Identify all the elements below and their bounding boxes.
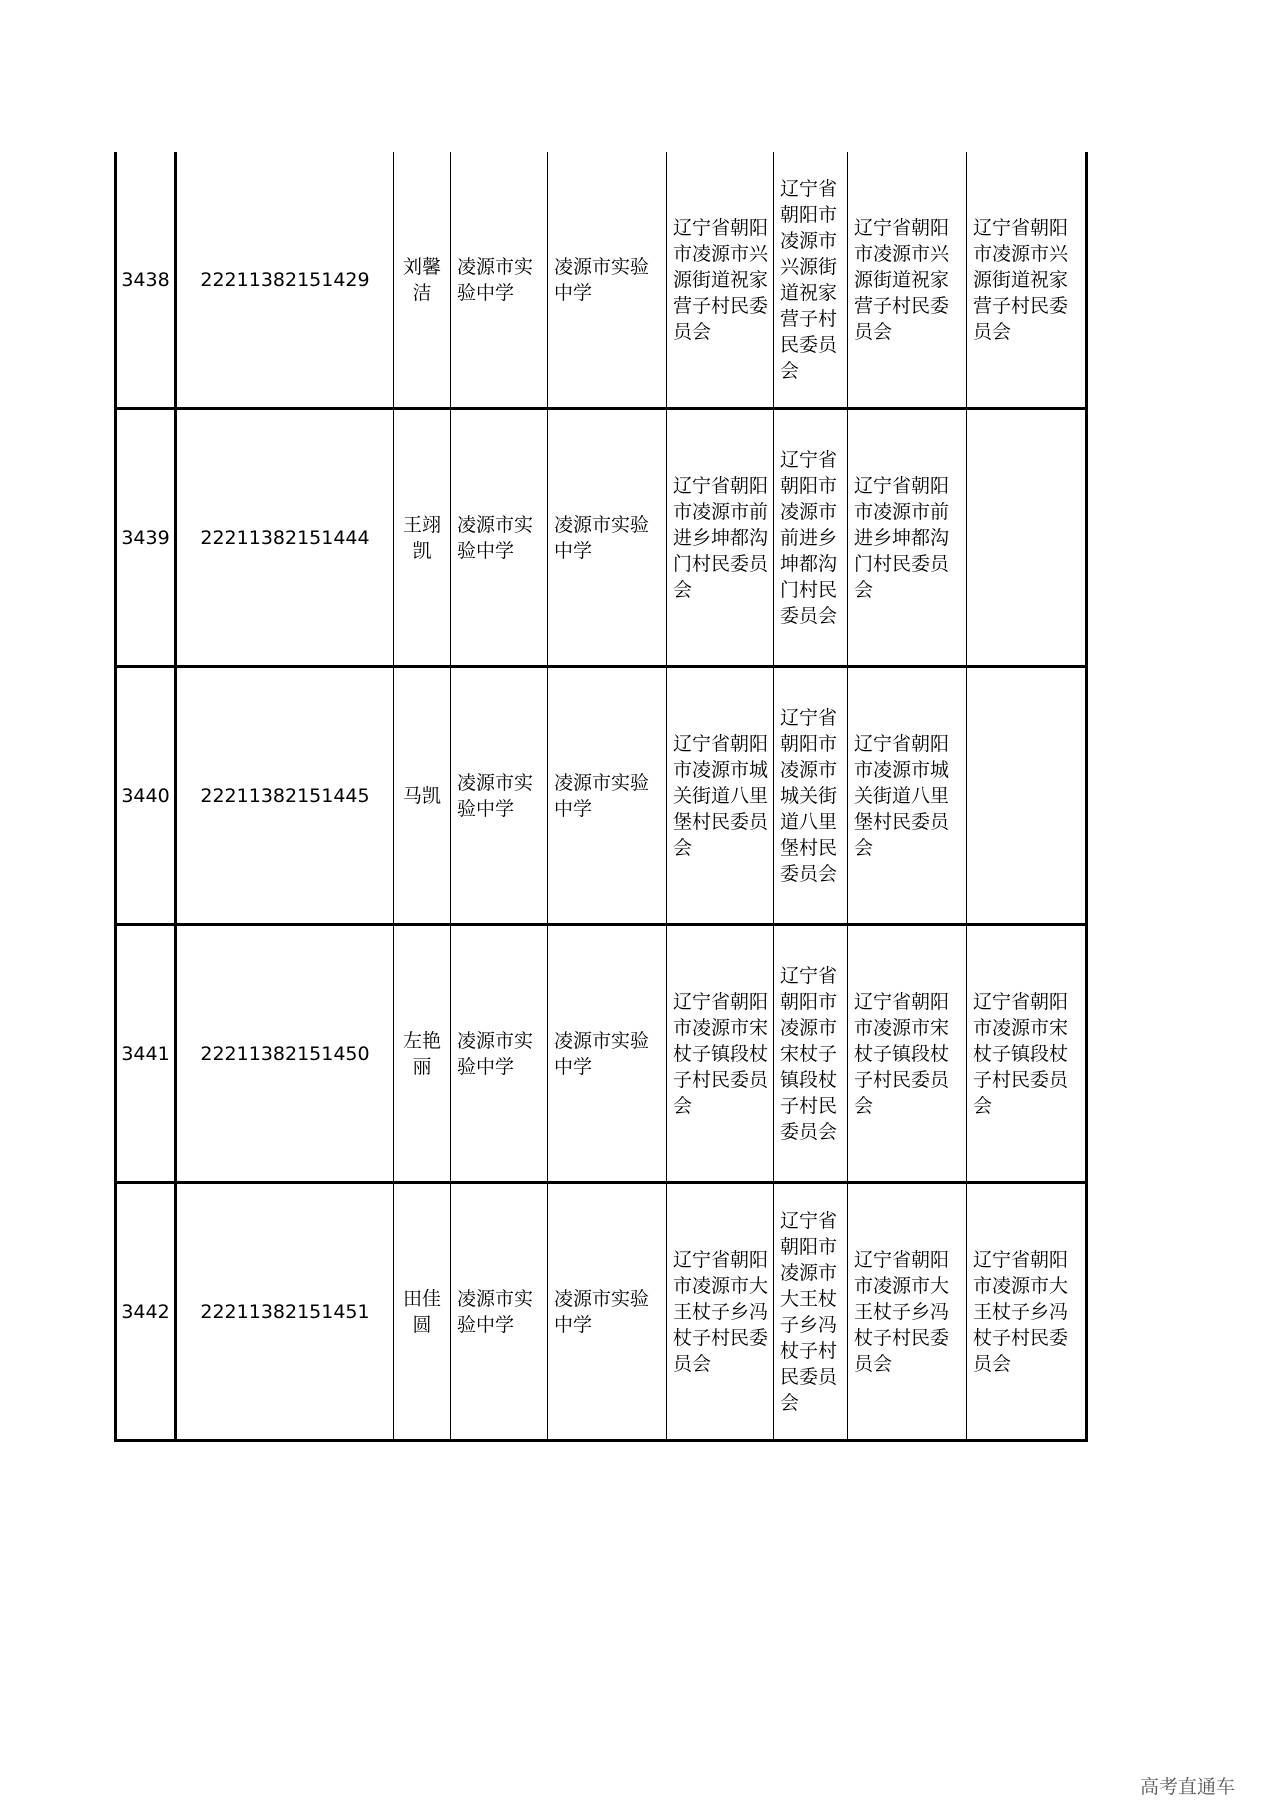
exam-number: 22211382151451 (176, 1183, 394, 1441)
graduation-school: 凌源市实验中学 (554, 513, 650, 562)
address-2-cell (774, 1183, 848, 1441)
student-name-cell (394, 925, 451, 1183)
address-2: 辽宁省朝阳市凌源市宋杖子镇段杖子村民委员会 (780, 964, 838, 1143)
address-2: 辽宁省朝阳市凌源市城关街道八里堡村民委员会 (780, 706, 838, 885)
school-cell (451, 409, 548, 667)
address-3-cell (848, 1183, 967, 1441)
graduation-school: 凌源市实验中学 (554, 1287, 650, 1336)
row-index: 3442 (116, 1183, 176, 1441)
school-cell (451, 152, 548, 409)
exam-number: 22211382151429 (176, 152, 394, 409)
graduation-school: 凌源市实验中学 (554, 255, 650, 304)
row-index: 3438 (116, 152, 176, 409)
graduation-school-cell (548, 1183, 667, 1441)
address-3: 辽宁省朝阳市凌源市宋杖子镇段杖子村民委员会 (854, 990, 950, 1117)
address-4-cell (967, 152, 1087, 409)
address-4-cell (967, 667, 1087, 925)
student-name-cell (394, 152, 451, 409)
student-name-cell (394, 1183, 451, 1441)
address-1-cell (667, 667, 774, 925)
table-row (116, 409, 1087, 667)
address-1: 辽宁省朝阳市凌源市宋杖子镇段杖子村民委员会 (673, 990, 769, 1117)
address-2-cell (774, 409, 848, 667)
graduation-school: 凌源市实验中学 (554, 771, 650, 820)
table-row (116, 1183, 1087, 1441)
address-2: 辽宁省朝阳市凌源市兴源街道祝家营子村民委员会 (780, 177, 838, 382)
address-1-cell (667, 152, 774, 409)
student-table (114, 152, 1088, 1442)
address-2: 辽宁省朝阳市凌源市前进乡坤都沟门村民委员会 (780, 448, 838, 627)
address-4-cell (967, 1183, 1087, 1441)
exam-number: 22211382151444 (176, 409, 394, 667)
graduation-school: 凌源市实验中学 (554, 1029, 650, 1078)
address-3-cell (848, 667, 967, 925)
school-cell (451, 667, 548, 925)
row-index: 3440 (116, 667, 176, 925)
student-name: 田佳圆 (402, 1287, 441, 1336)
address-3-cell (848, 409, 967, 667)
exam-number: 22211382151445 (176, 667, 394, 925)
address-1: 辽宁省朝阳市凌源市城关街道八里堡村民委员会 (673, 732, 769, 859)
school: 凌源市实验中学 (457, 513, 534, 562)
address-3: 辽宁省朝阳市凌源市城关街道八里堡村民委员会 (854, 732, 950, 859)
student-table-body (116, 152, 1087, 1441)
exam-number: 22211382151450 (176, 925, 394, 1183)
address-1-cell (667, 925, 774, 1183)
address-1-cell (667, 409, 774, 667)
school: 凌源市实验中学 (457, 1029, 534, 1078)
table-row (116, 925, 1087, 1183)
address-3: 辽宁省朝阳市凌源市前进乡坤都沟门村民委员会 (854, 474, 950, 601)
address-1: 辽宁省朝阳市凌源市兴源街道祝家营子村民委员会 (673, 216, 769, 343)
address-1: 辽宁省朝阳市凌源市大王杖子乡冯杖子村民委员会 (673, 1248, 769, 1375)
table-row (116, 667, 1087, 925)
school-cell (451, 925, 548, 1183)
address-3-cell (848, 152, 967, 409)
school: 凌源市实验中学 (457, 771, 534, 820)
school: 凌源市实验中学 (457, 255, 534, 304)
address-1-cell (667, 1183, 774, 1441)
address-3: 辽宁省朝阳市凌源市兴源街道祝家营子村民委员会 (854, 216, 950, 343)
address-4: 辽宁省朝阳市凌源市兴源街道祝家营子村民委员会 (973, 216, 1069, 343)
school-cell (451, 1183, 548, 1441)
address-4: 辽宁省朝阳市凌源市宋杖子镇段杖子村民委员会 (973, 990, 1069, 1117)
graduation-school-cell (548, 925, 667, 1183)
address-4-cell (967, 925, 1087, 1183)
address-3-cell (848, 925, 967, 1183)
address-4-cell (967, 409, 1087, 667)
address-1: 辽宁省朝阳市凌源市前进乡坤都沟门村民委员会 (673, 474, 769, 601)
graduation-school-cell (548, 667, 667, 925)
row-index: 3439 (116, 409, 176, 667)
row-index: 3441 (116, 925, 176, 1183)
address-2: 辽宁省朝阳市凌源市大王杖子乡冯杖子村民委员会 (780, 1209, 838, 1414)
student-name: 王翊凯 (402, 513, 441, 562)
address-4: 辽宁省朝阳市凌源市大王杖子乡冯杖子村民委员会 (973, 1248, 1069, 1375)
student-name: 马凯 (402, 784, 441, 807)
student-name: 刘馨洁 (402, 255, 441, 304)
graduation-school-cell (548, 152, 667, 409)
school: 凌源市实验中学 (457, 1287, 534, 1336)
student-name: 左艳丽 (402, 1029, 441, 1078)
address-3: 辽宁省朝阳市凌源市大王杖子乡冯杖子村民委员会 (854, 1248, 950, 1375)
graduation-school-cell (548, 409, 667, 667)
address-2-cell (774, 667, 848, 925)
student-name-cell (394, 667, 451, 925)
watermark-text: 高考直通车 (1140, 1776, 1236, 1798)
student-name-cell (394, 409, 451, 667)
table-row (116, 152, 1087, 409)
address-2-cell (774, 152, 848, 409)
address-2-cell (774, 925, 848, 1183)
